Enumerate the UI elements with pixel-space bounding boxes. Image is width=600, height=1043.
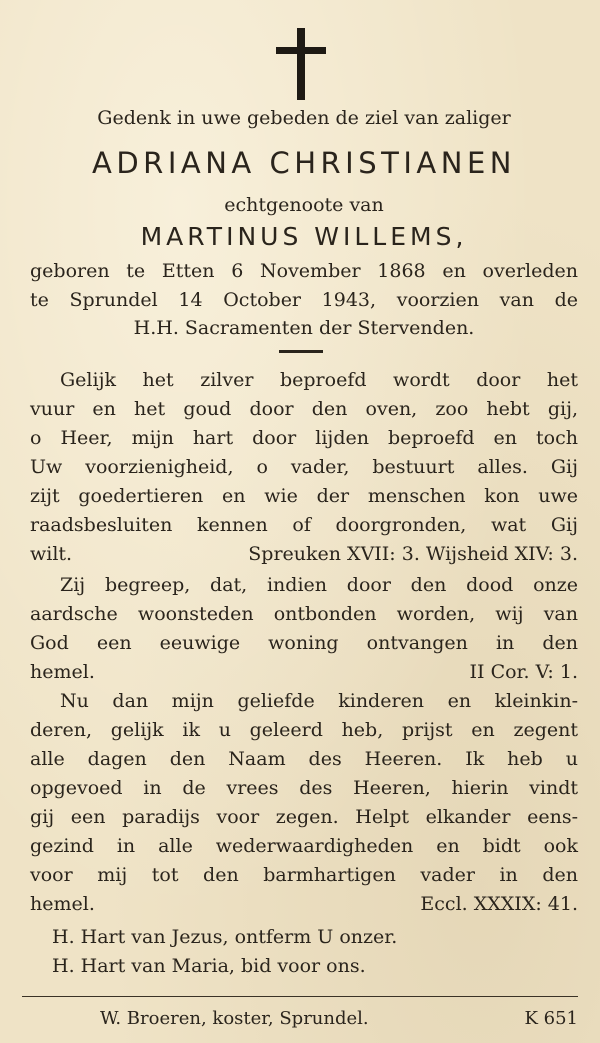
passage-line: Gelijk het zilver beproefd wordt door het (60, 369, 578, 391)
passage-line: raadsbesluiten kennen of doorgronden, wat Gij (30, 514, 578, 536)
scripture-citation: Spreuken XVII: 3. Wijsheid XIV: 3. (248, 543, 578, 565)
passage-line: Zij begreep, dat, indien door den dood onze (60, 574, 578, 596)
cross-icon (276, 28, 326, 100)
passage-line: gij een paradijs voor zegen. Helpt elkander eens- (30, 806, 578, 828)
card-code: K 651 (524, 1008, 578, 1029)
passage-line: alle dagen den Naam des Heeren. Ik heb u (30, 748, 578, 770)
spouse-intro: echtgenoote van (224, 194, 384, 216)
prayer-line: H. Hart van Jezus, ontferm U onzer. (52, 926, 398, 948)
prayer-line: H. Hart van Maria, bid voor ons. (52, 955, 366, 977)
passage-line: Uw voorzienigheid, o vader, bestuurt alles. Gij (30, 456, 578, 478)
passage-line: deren, gelijk ik u geleerd heb, prijst en zegent (30, 719, 578, 741)
bio-line: te Sprundel 14 October 1943, voorzien van de (30, 289, 578, 311)
passage-line: Nu dan mijn geliefde kinderen en kleinkin- (60, 690, 578, 712)
passage-line: opgevoed in de vrees des Heeren, hierin vindt (30, 777, 578, 799)
divider (279, 350, 323, 353)
passage-line: God een eeuwige woning ontvangen in den (30, 632, 578, 654)
passage-line: aardsche woonsteden ontbonden worden, wij van (30, 603, 578, 625)
intro-text: Gedenk in uwe gebeden de ziel van zaliger (97, 107, 511, 129)
passage-line: o Heer, mijn hart door lijden beproefd en toch (30, 427, 578, 449)
passage-line: vuur en het goud door den oven, zoo hebt gij, (30, 398, 578, 420)
passage-line: zijt goedertieren en wie der menschen kon uwe (30, 485, 578, 507)
deceased-name: ADRIANA CHRISTIANEN (92, 146, 516, 180)
scripture-citation: Eccl. XXXIX: 41. (420, 893, 578, 915)
passage-line: voor mij tot den barmhartigen vader in den (30, 864, 578, 886)
passage-last-word: wilt. (30, 543, 73, 565)
passage-last-word: hemel. (30, 893, 95, 915)
spouse-name: MARTINUS WILLEMS, (140, 222, 468, 251)
bio-line: geboren te Etten 6 November 1868 en overleden (30, 260, 578, 282)
footer-divider (22, 996, 578, 997)
passage-last-word: hemel. (30, 661, 95, 683)
bio-line: H.H. Sacramenten der Stervenden. (133, 317, 475, 339)
passage-line: gezind in alle wederwaardigheden en bidt ook (30, 835, 578, 857)
scripture-citation: II Cor. V: 1. (469, 661, 578, 683)
printer-credit: W. Broeren, koster, Sprundel. (100, 1008, 369, 1029)
